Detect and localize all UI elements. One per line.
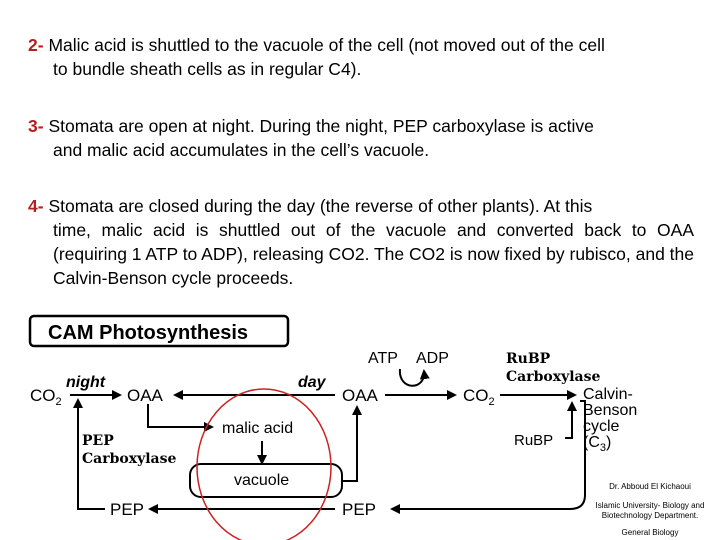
rubp-carboxylase-line1: RuBP bbox=[506, 351, 551, 367]
paragraph-text: Malic acid is shuttled to the vacuole of the cell (not moved out of the cell bbox=[48, 35, 605, 55]
pep-carboxylase-line1: PEP bbox=[82, 433, 114, 449]
pep-right: PEP bbox=[342, 500, 377, 519]
rubp-label: RuBP bbox=[514, 432, 554, 449]
pep-left: PEP bbox=[110, 500, 145, 519]
credit-university-line2: Biotechnology Department. bbox=[601, 511, 699, 520]
credit-author: Dr. Abboud El Kichaoui bbox=[609, 482, 691, 491]
oaa-right: OAA bbox=[342, 386, 378, 405]
malic-acid-label: malic acid bbox=[222, 420, 294, 437]
rubp-carboxylase-line2: Carboxylase bbox=[506, 369, 601, 385]
diagram-title: CAM Photosynthesis bbox=[48, 322, 249, 344]
credit-course: General Biology bbox=[621, 528, 679, 537]
credit-university bbox=[580, 501, 720, 521]
paragraph-number: 4- bbox=[28, 196, 44, 216]
oaa-left: OAA bbox=[127, 386, 163, 405]
paragraph-text: Stomata are closed during the day (the reverse of other plants). At this bbox=[48, 196, 593, 216]
vacuole-to-oaa-arrow bbox=[342, 407, 357, 481]
paragraph-2 bbox=[28, 33, 694, 81]
calvin-line3: cycle bbox=[583, 418, 620, 435]
rubp-return-arrow bbox=[565, 403, 572, 438]
calvin-line4: $(C_3)$ bbox=[583, 434, 612, 454]
credit-university-line1: Islamic University- Biology and bbox=[595, 501, 705, 510]
vacuole-label: vacuole bbox=[234, 472, 290, 489]
calvin-line1: Calvin- bbox=[583, 386, 633, 403]
day-label: day bbox=[298, 374, 326, 391]
oaa-to-malic-arrow bbox=[148, 404, 212, 427]
paragraph-4 bbox=[28, 194, 694, 290]
atp-label: ATP bbox=[368, 350, 398, 367]
paragraph-text-continued: time, malic acid is shuttled out of the vacuole and converted back to OAA (requiring 1 ATP to ADP), releasing CO2. The CO2 is now fixed by rubisco, and the Calvin-Benson cycle proceeds. bbox=[53, 220, 695, 288]
cycle-to-pep-arrow bbox=[392, 401, 585, 509]
paragraph-3 bbox=[28, 114, 694, 162]
co2-left: $CO_2$ bbox=[30, 386, 62, 408]
atp-adp-arrow bbox=[400, 369, 424, 386]
calvin-line2: Benson bbox=[583, 402, 638, 419]
night-label: night bbox=[66, 374, 106, 391]
paragraph-number: 3- bbox=[28, 116, 44, 136]
paragraph-text: Stomata are open at night. During the night, PEP carboxylase is active bbox=[48, 116, 594, 136]
adp-label: ADP bbox=[416, 350, 449, 367]
pep-carboxylase-line2: Carboxylase bbox=[82, 451, 177, 467]
co2-right: $CO_2$ bbox=[463, 386, 495, 408]
paragraph-text-continued: to bundle sheath cells as in regular C4). bbox=[53, 59, 362, 79]
paragraph-text-continued: and malic acid accumulates in the cell’s vacuole. bbox=[53, 140, 430, 160]
paragraph-number: 2- bbox=[28, 35, 44, 55]
